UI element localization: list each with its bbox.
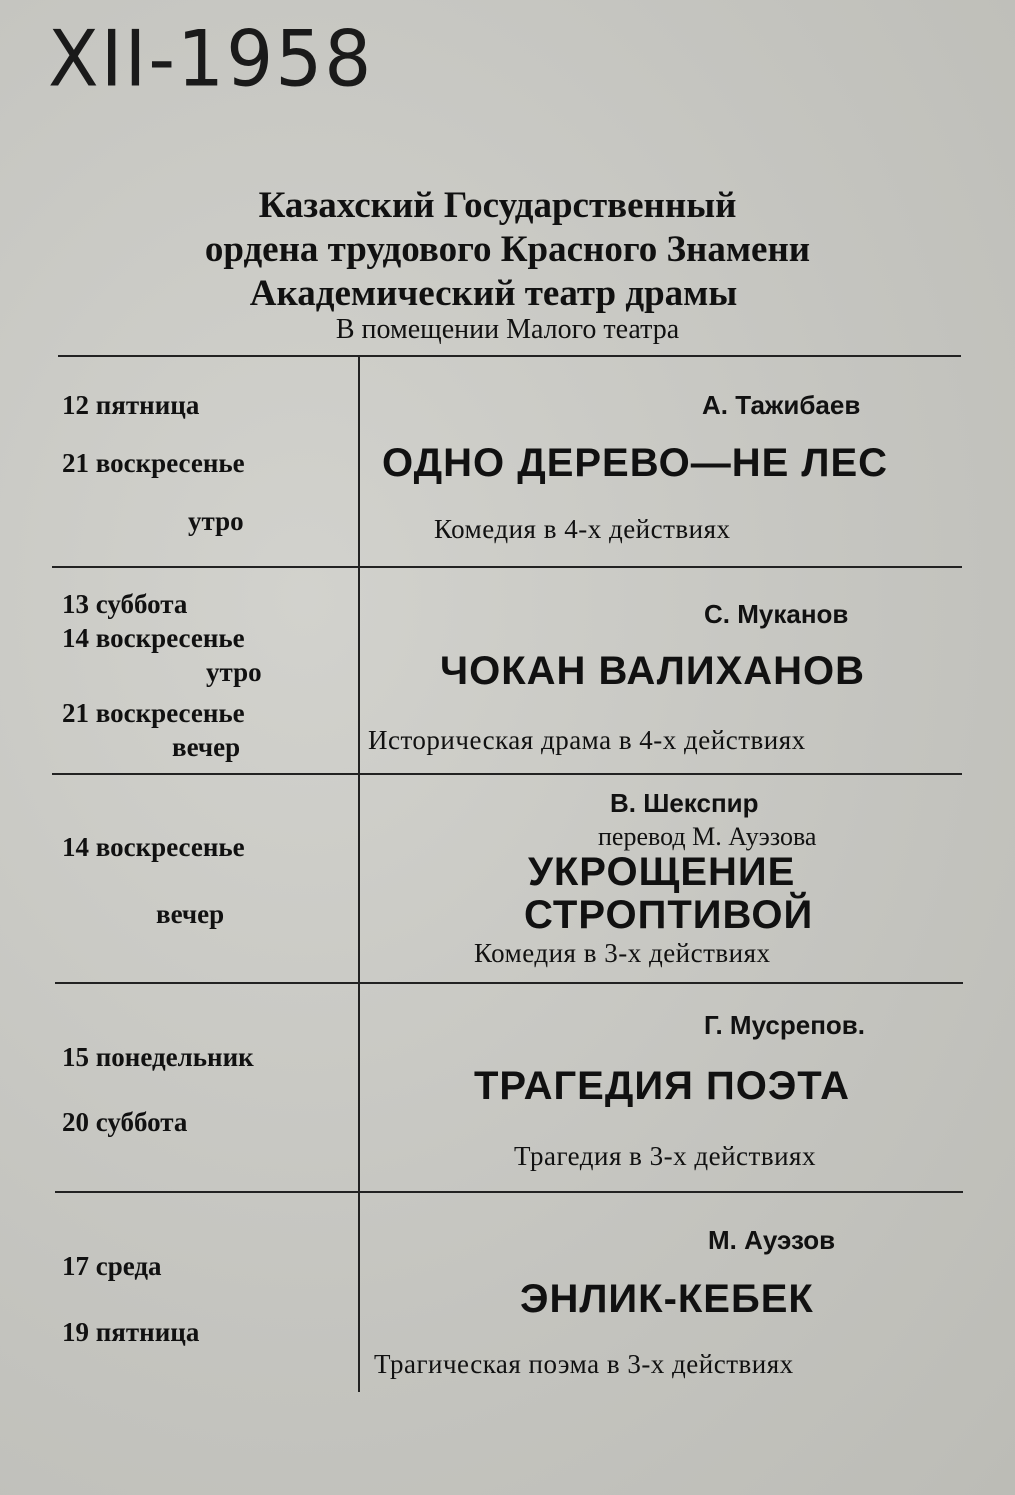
date-line: 21 воскресенье (62, 698, 245, 728)
play-genre: Трагическая поэма в 3-х действиях (374, 1349, 794, 1379)
divider-top (58, 355, 961, 357)
divider-row4 (55, 1191, 963, 1193)
date-line: вечер (156, 899, 225, 929)
date-line: утро (188, 506, 244, 536)
play-translator: перевод М. Ауэзова (598, 822, 817, 851)
date-line: 15 понедельник (62, 1042, 254, 1072)
date-line: 19 пятница (62, 1317, 200, 1347)
date-line: 20 суббота (62, 1107, 188, 1137)
theatre-name-line1: Казахский Государственный (258, 185, 737, 226)
date-line: 14 воскресенье (62, 623, 245, 653)
play-title: УКРОЩЕНИЕ (528, 850, 796, 894)
divider-row3 (55, 982, 963, 984)
date-line: 12 пятница (62, 390, 200, 420)
play-author: Г. Мусрепов. (704, 1010, 866, 1040)
divider-row2 (52, 773, 962, 775)
date-line: 21 воскресенье (62, 448, 245, 478)
date-line: утро (206, 657, 262, 687)
play-genre: Историческая драма в 4-х действиях (368, 725, 806, 755)
column-divider (358, 357, 360, 1392)
play-title: СТРОПТИВОЙ (524, 893, 814, 937)
date-line: 13 суббота (62, 589, 188, 619)
play-genre: Трагедия в 3-х действиях (514, 1141, 816, 1171)
play-genre: Комедия в 4-х действиях (434, 514, 731, 544)
theatre-name-line2: ордена трудового Красного Знамени (204, 229, 811, 270)
play-author: А. Тажибаев (702, 390, 861, 420)
play-author: М. Ауэзов (708, 1225, 836, 1255)
play-title: ЭНЛИК-КЕБЕК (520, 1277, 814, 1321)
date-line: вечер (172, 732, 241, 762)
play-title: ТРАГЕДИЯ ПОЭТА (474, 1064, 851, 1108)
play-genre: Комедия в 3-х действиях (474, 938, 771, 968)
venue-subtitle: В помещении Малого театра (335, 314, 680, 345)
date-line: 14 воскресенье (62, 832, 245, 862)
play-author: В. Шекспир (610, 788, 759, 818)
divider-row1 (52, 566, 962, 568)
play-author: С. Муканов (704, 599, 849, 629)
handwritten-archive-note: XII-1958 (48, 13, 374, 105)
theatre-name-line3: Академический театр драмы (249, 273, 738, 314)
date-line: 17 среда (62, 1251, 162, 1281)
play-title: ОДНО ДЕРЕВО—НЕ ЛЕС (382, 441, 889, 485)
play-title: ЧОКАН ВАЛИХАНОВ (440, 649, 866, 693)
